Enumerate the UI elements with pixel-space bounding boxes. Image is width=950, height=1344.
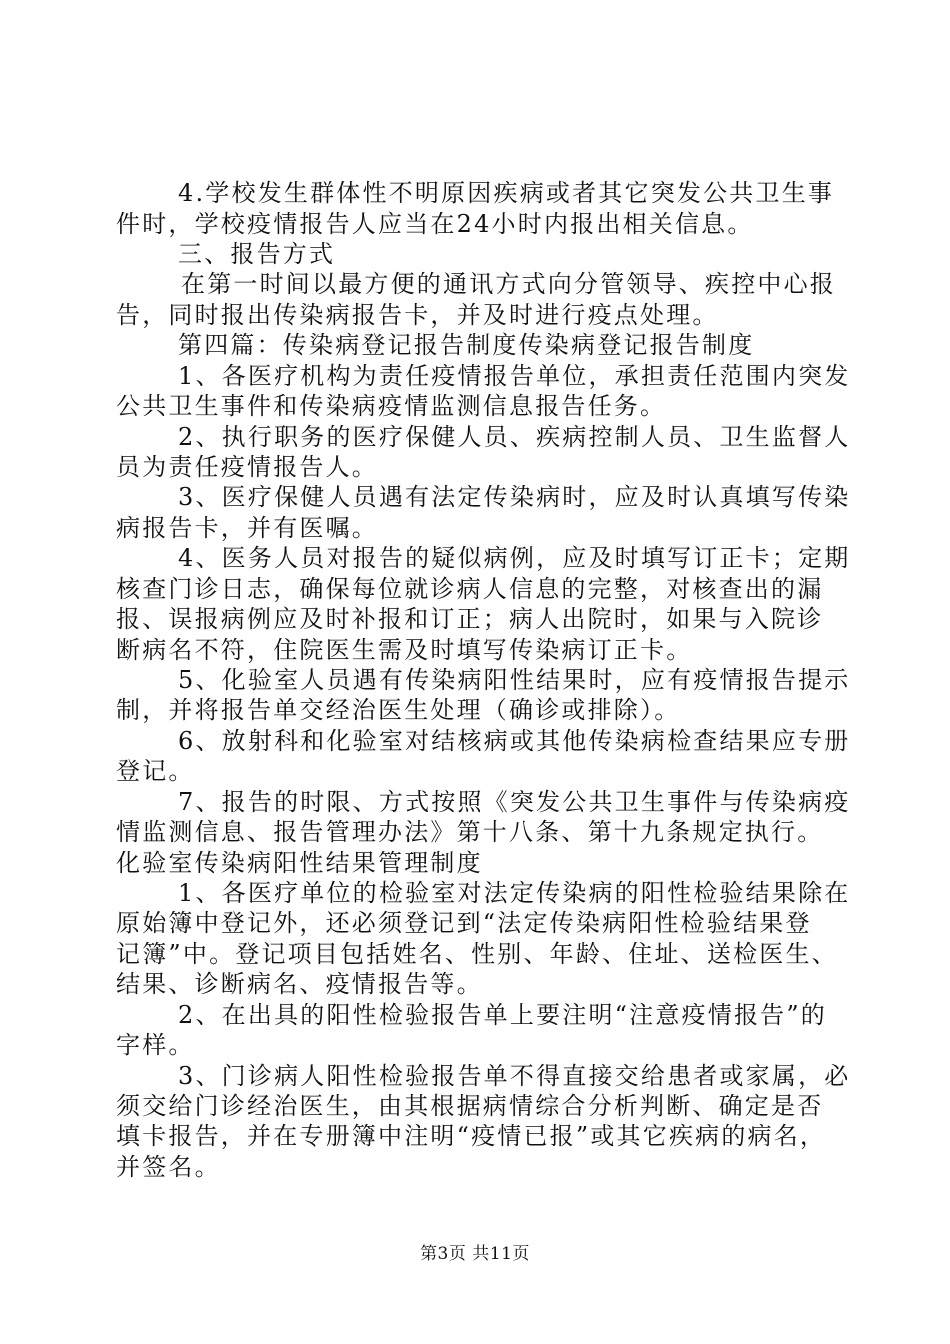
text-line: 4.学校发生群体性不明原因疾病或者其它突发公共卫生事 [178,179,835,207]
page-number-footer: 第3页 共11页 [420,1244,530,1264]
text-line: 5、化验室人员遇有传染病阳性结果时，应有疫情报告提示 [178,666,851,694]
text-line: 2、执行职务的医疗保健人员、疾病控制人员、卫生监督人 [178,423,851,451]
text-line: 1、各医疗机构为责任疫情报告单位，承担责任范围内突发 [178,362,851,390]
text-line: 核查门诊日志，确保每位就诊病人信息的完整，对核查出的漏 [116,575,824,603]
text-line: 在第一时间以最方便的通讯方式向分管领导、疾控中心报 [181,270,836,298]
text-line: 6、放射科和化验室对结核病或其他传染病检查结果应专册 [178,727,851,755]
text-line: 公共卫生事件和传染病疫情监测信息报告任务。 [116,392,667,420]
text-line: 3、门诊病人阳性检验报告单不得直接交给患者或家属，必 [178,1062,851,1090]
text-line: 病报告卡，并有医嘱。 [116,514,378,542]
section-heading: 三、报告方式 [178,240,336,268]
chapter-heading: 第四篇：传染病登记报告制度传染病登记报告制度 [178,331,755,359]
text-line: 7、报告的时限、方式按照《突发公共卫生事件与传染病疫 [178,788,851,816]
section-heading: 化验室传染病阳性结果管理制度 [116,849,483,877]
text-line: 告，同时报出传染病报告卡，并及时进行疫点处理。 [116,301,719,329]
text-line: 须交给门诊经治医生，由其根据病情综合分析判断、确定是否 [116,1092,824,1120]
text-line: 断病名不符，住院医生需及时填写传染病订正卡。 [116,636,693,664]
text-line: 情监测信息、报告管理办法》第十八条、第十九条规定执行。 [116,818,824,846]
text-line: 登记。 [116,757,195,785]
text-line: 4、医务人员对报告的疑似病例，应及时填写订正卡；定期 [178,544,851,572]
text-line: 原始簿中登记外，还必须登记到“法定传染病阳性检验结果登 [116,909,812,937]
text-line: 2、在出具的阳性检验报告单上要注明“注意疫情报告”的 [178,1001,828,1029]
text-line: 结果、诊断病名、疫情报告等。 [116,970,483,998]
text-line: 制，并将报告单交经治医生处理（确诊或排除）。 [116,696,681,724]
text-line: 记簿”中。登记项目包括姓名、性别、年龄、住址、送检医生、 [116,940,838,968]
text-line: 并签名。 [116,1153,221,1181]
text-line: 件时，学校疫情报告人应当在24小时内报出相关信息。 [116,210,754,238]
text-line: 报、误报病例应及时补报和订正；病人出院时，如果与入院诊 [116,605,824,633]
text-line: 填卡报告，并在专册簿中注明“疫情已报”或其它疾病的病名， [116,1122,827,1150]
text-line: 3、医疗保健人员遇有法定传染病时，应及时认真填写传染 [178,483,851,511]
text-line: 字样。 [116,1031,195,1059]
text-line: 1、各医疗单位的检验室对法定传染病的阳性检验结果除在 [178,879,851,907]
text-line: 员为责任疫情报告人。 [116,453,378,481]
